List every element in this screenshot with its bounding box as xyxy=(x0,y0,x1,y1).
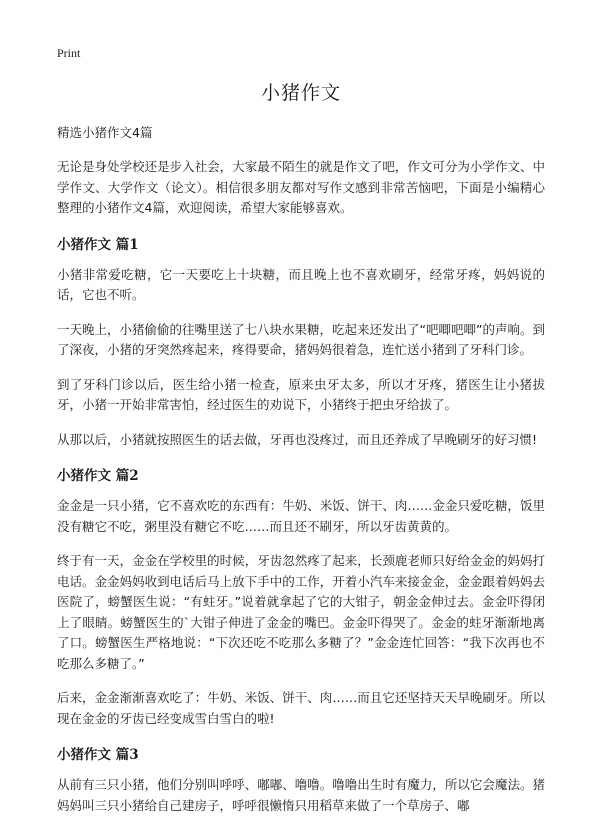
print-link[interactable]: Print xyxy=(57,46,81,60)
section-heading-3: 小猪作文 篇3 xyxy=(57,747,139,763)
paragraph: 到了牙科门诊以后，医生给小猪一检查，原来虫牙太多，所以才牙疼，猪医生让小猪拔牙，小猪一开始非常害怕，经过医生的劝说下，小猪终于把虫牙给拔了。 xyxy=(57,376,545,412)
subtitle: 精选小猪作文4篇 xyxy=(57,125,153,140)
paragraph: 金金是一只小猪，它不喜欢吃的东西有：牛奶、米饭、饼干、肉……金金只爱吃糖，饭里没有糖它不吃，粥里没有糖它不吃……而且还不刷牙，所以牙齿黄黄的。 xyxy=(57,498,545,534)
intro-paragraph: 无论是身处学校还是步入社会，大家最不陌生的就是作文了吧，作文可分为小学作文、中学作文、大学作文（论文）。相信很多朋友都对写作文感到非常苦恼吧，下面是小编精心整理的小猪作文4篇，欢迎阅读，希望大家能够喜欢。 xyxy=(57,159,545,215)
paragraph: 从前有三只小猪，他们分别叫呼呼、嘟嘟、噜噜。噜噜出生时有魔力，所以它会魔法。猪妈妈叫三只小猪给自己建房子，呼呼很懒惰只用稻草来做了一个草房子、嘟 xyxy=(57,777,545,813)
paragraph: 终于有一天，金金在学校里的时候，牙齿忽然疼了起来，长颈鹿老师只好给金金的妈妈打电话。金金妈妈收到电话后马上放下手中的工作，开着小汽车来接金金，金金跟着妈妈去医院了，螃蟹医生说：“有蛀牙。”说着就拿起了它的大钳子，朝金金伸过去。金金吓得闭上了眼睛。螃蟹医生的`大钳子伸进了金金的嘴巴。金金吓得哭了。金金的蛀牙渐渐地离了口。螃蟹医生严格地说：“下次还吃不吃那么多糖了？”金金连忙回答：“我下次再也不吃那么多糖了。” xyxy=(57,553,545,671)
paragraph: 后来，金金渐渐喜欢吃了：牛奶、米饭、饼干、肉……而且它还坚持天天早晚刷牙。所以现在金金的牙齿已经变成雪白雪白的啦! xyxy=(57,690,545,726)
paragraph: 从那以后，小猪就按照医生的话去做，牙再也没疼过，而且还养成了早晚刷牙的好习惯! xyxy=(57,431,538,447)
paragraph: 一天晚上，小猪偷偷的往嘴里送了七八块水果糖，吃起来还发出了“吧唧吧唧”的声响。到了深夜，小猪的牙突然疼起来，疼得要命，猪妈妈很着急，连忙送小猪到了牙科门诊。 xyxy=(57,321,545,357)
section-heading-1: 小猪作文 篇1 xyxy=(57,236,139,253)
document-body xyxy=(57,78,545,830)
page-title: 小猪作文 xyxy=(260,82,341,104)
paragraph: 小猪非常爱吃糖，它一天要吃上十块糖，而且晚上也不喜欢刷牙，经常牙疼，妈妈说的话，它也不听。 xyxy=(57,266,545,302)
section-heading-2: 小猪作文 篇2 xyxy=(57,468,139,484)
